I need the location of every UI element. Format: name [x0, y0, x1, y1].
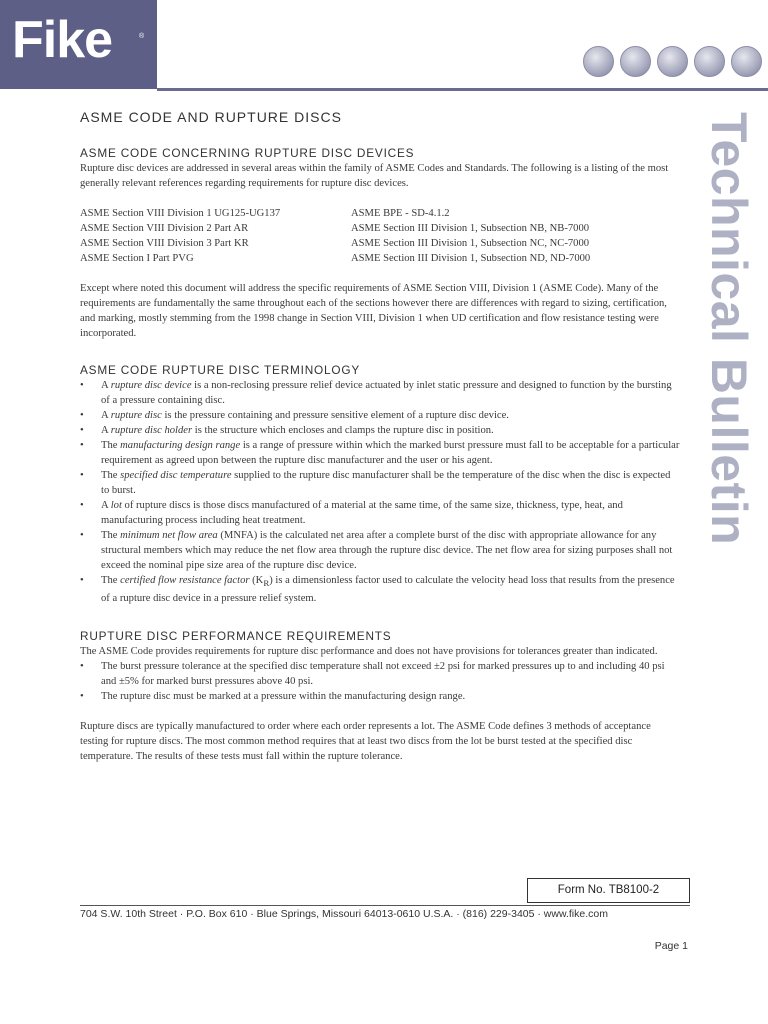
acceptance-paragraph: Rupture discs are typically manufactured to order where each order represents a lot. The ASME Code defines 3 methods of acceptance testing for rupture discs. The most common method requires that at least two discs from the lot be burst tested at the specified disc temperature. The results of these tests must fall within the rupture tolerance. [80, 721, 651, 763]
performance-intro: The ASME Code provides requirements for rupture disc performance and does not have provisions for tolerances greater than indicated. [80, 646, 658, 658]
term: specified disc temperature [120, 470, 232, 481]
product-icons [583, 46, 762, 77]
terminology-list [80, 378, 680, 606]
term: manufacturing design range [120, 440, 241, 451]
term-item: • The specified disc temperature supplied to the rupture disc manufacturer shall be the temperature of the disc when the disc is expected to burst. [80, 468, 680, 498]
performance-list [80, 659, 680, 704]
page-number: Page 1 [654, 940, 688, 952]
term: certified flow resistance factor [120, 575, 250, 586]
reference-item: ASME BPE - SD-4.1.2 [351, 208, 450, 219]
term-item: • A rupture disc is the pressure containing and pressure sensitive element of a rupture disc device. [80, 408, 680, 423]
reference-item: ASME Section III Division 1, Subsection ND, ND-7000 [351, 253, 591, 264]
sprinkler-icon [731, 46, 762, 77]
footer-address: 704 S.W. 10th Street · P.O. Box 610 · Blue Springs, Missouri 64013-0610 U.S.A. · (816) 229-3405 · www.fike.com [80, 908, 608, 920]
header-rule [157, 88, 768, 91]
term: minimum net flow area [120, 530, 218, 541]
term-item: • A lot of rupture discs is those discs manufactured of a material at the same time, of the same size, thickness, type, heat, and manufacturing process including heat treatment. [80, 498, 680, 528]
header-logo-block [0, 0, 157, 89]
footer-rule [80, 905, 690, 906]
reference-item: ASME Section III Division 1, Subsection NB, NB-7000 [351, 223, 590, 234]
reference-item: ASME Section III Division 1, Subsection NC, NC-7000 [351, 238, 590, 249]
detection-icon [694, 46, 725, 77]
pressure-relief-icon [620, 46, 651, 77]
section-heading-devices: ASME CODE CONCERNING RUPTURE DISC DEVICES [80, 146, 415, 160]
term: rupture disc device [110, 380, 192, 391]
form-number: Form No. TB8100-2 [527, 878, 690, 903]
term-item: • The certified flow resistance factor $(K_R)$ is a dimensionless factor used to calculate the velocity head loss that results from the presence of a rupture disc device in a pressure relief system. [80, 573, 680, 606]
fike-logo: Fike [12, 11, 113, 69]
reference-item: ASME Section I Part PVG [80, 253, 194, 264]
fire-suppression-icon [583, 46, 614, 77]
section-heading-terminology: ASME CODE RUPTURE DISC TERMINOLOGY [80, 363, 360, 377]
reference-item: ASME Section VIII Division 1 UG125-UG137 [80, 208, 281, 219]
section-intro: Rupture disc devices are addressed in several areas within the family of ASME Codes and Standards. The following is a listing of the most generally relevant references regarding requirements for rupture disc devices. [80, 163, 669, 189]
term: rupture disc [110, 410, 162, 421]
registered-mark: ® [139, 33, 145, 40]
reference-item: ASME Section VIII Division 2 Part AR [80, 223, 249, 234]
reference-left-column [80, 206, 351, 266]
document-title: ASME CODE AND RUPTURE DISCS [80, 109, 342, 125]
term: rupture disc holder [110, 425, 193, 436]
reference-list [80, 206, 680, 266]
performance-item: • The burst pressure tolerance at the specified disc temperature shall not exceed ±2 psi for marked pressures up to and including 40 psi and ±5% for marked burst pressures above 40 psi. [80, 659, 680, 689]
term-item: • A rupture disc holder is the structure which encloses and clamps the rupture disc in position. [80, 423, 680, 438]
technical-bulletin-title: Technical Bulletin [701, 112, 757, 546]
document-body [80, 108, 680, 764]
scope-paragraph: Except where noted this document will address the specific requirements of ASME Section VIII, Division 1 (ASME Code). Many of the requirements are fundamentally the same throughout each of the sections however there are differences with regard to sizing, certification, and marking, mostly stemming from the 1998 change in Section VIII, Division 1 when UD certification and flow resistance testing were incorporated. [80, 283, 667, 339]
term: lot [110, 500, 122, 511]
term-item: • The minimum net flow area (MNFA) is the calculated net area after a complete burst of the disc with appropriate allowance for any structural members which may reduce the net flow area through the rupture disc device. The net flow area for sizing purposes shall not exceed the nominal pipe size area of the rupture disc device. [80, 528, 680, 573]
reference-item: ASME Section VIII Division 3 Part KR [80, 238, 249, 249]
term-item: • The manufacturing design range is a range of pressure within which the marked burst pressure must fall to be acceptable for a particular requirement as agreed upon between the rupture disc manufacturer and the user or his agent. [80, 438, 680, 468]
performance-item: • The rupture disc must be marked at a pressure within the manufacturing design range. [80, 689, 680, 704]
term-item: • A rupture disc device is a non-reclosing pressure relief device actuated by inlet static pressure and designed to function by the bursting of a pressure containing disc. [80, 378, 680, 408]
reference-right-column [351, 206, 680, 266]
explosion-vent-icon [657, 46, 688, 77]
section-heading-performance: RUPTURE DISC PERFORMANCE REQUIREMENTS [80, 629, 392, 644]
